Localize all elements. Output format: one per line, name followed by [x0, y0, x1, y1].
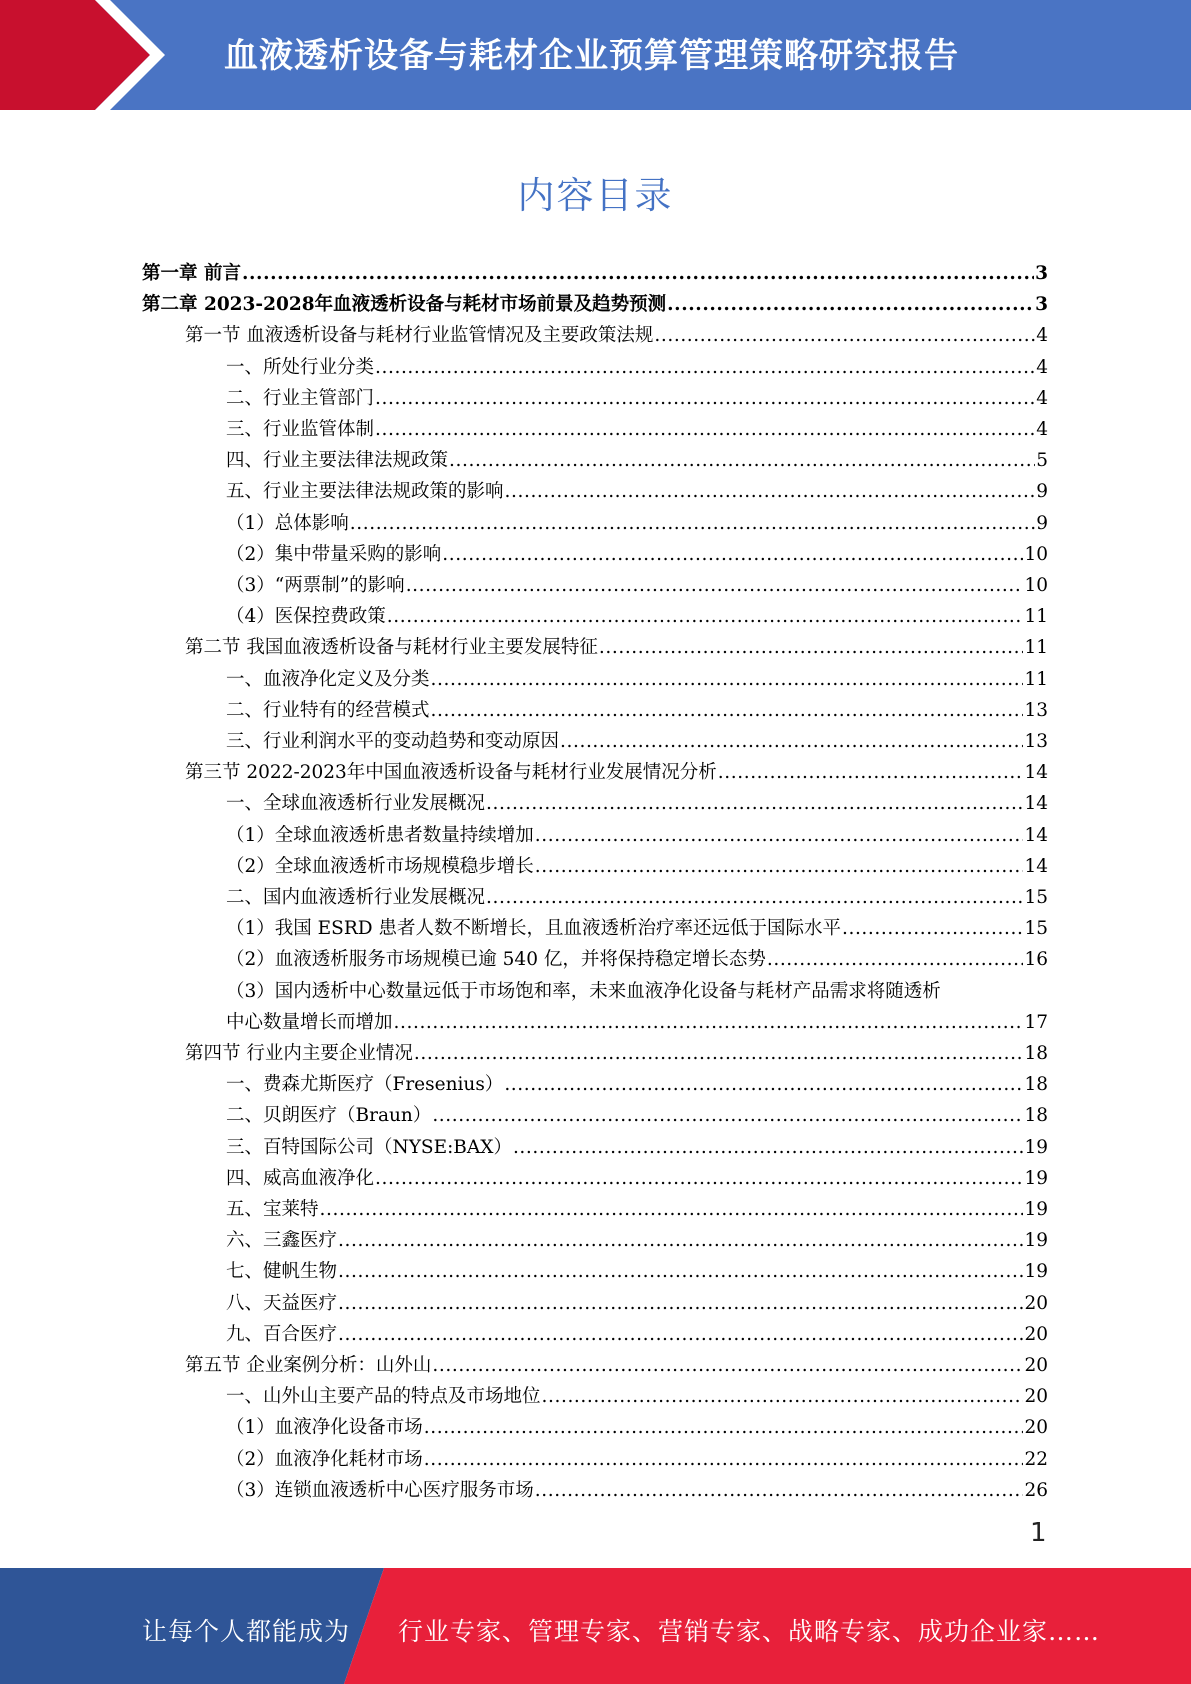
toc-entry-page: 14: [1024, 824, 1048, 846]
toc-entry[interactable]: [226, 784, 1048, 815]
toc-leader-dots: [535, 825, 1024, 847]
toc-entry-page: 11: [1024, 606, 1048, 628]
toc-entry[interactable]: [226, 566, 1048, 597]
toc-entry-page: 18: [1024, 1043, 1048, 1064]
toc-entry-label: 一、所处行业分类: [226, 356, 375, 378]
toc-leader-dots: [535, 856, 1024, 878]
toc-entry[interactable]: [226, 722, 1048, 753]
toc-leader-dots: [375, 357, 1035, 379]
toc-entry-page: 16: [1024, 949, 1048, 971]
toc-entry[interactable]: [226, 1440, 1048, 1471]
toc-leader-dots: [431, 700, 1024, 722]
toc-entry[interactable]: [226, 348, 1048, 379]
toc-leader-dots: [320, 1199, 1024, 1221]
toc-leader-dots: [449, 450, 1035, 472]
toc-entry-label: 五、宝莱特: [226, 1199, 319, 1220]
toc-entry-page: 10: [1024, 575, 1048, 596]
toc-entry-label: （3）连锁血液透析中心医疗服务市场: [226, 1479, 534, 1501]
toc-leader-dots: [542, 1386, 1024, 1408]
toc-entry-label: 第一节 血液透析设备与耗材行业监管情况及主要政策法规: [185, 325, 654, 347]
toc-leader-dots: [424, 1417, 1024, 1439]
toc-entry-page: 19: [1024, 1230, 1048, 1252]
toc-entry-page: 9: [1036, 481, 1048, 503]
toc-entry-page: 19: [1024, 1261, 1048, 1283]
toc-leader-dots: [350, 513, 1035, 535]
toc-entry-page: 20: [1024, 1292, 1048, 1314]
toc-entry-label: 二、贝朗医疗（Braun）: [226, 1105, 432, 1127]
toc-leader-dots: [414, 1043, 1024, 1065]
toc-entry-label: （3）国内透析中心数量远低于市场饱和率，未来血液净化设备与耗材产品需求将随透析: [226, 980, 941, 1002]
toc-entry-label: 一、血液净化定义及分类: [226, 668, 430, 690]
toc-entry[interactable]: [185, 753, 1048, 784]
toc-entry[interactable]: [226, 1471, 1048, 1502]
toc-entry-page: 4: [1036, 356, 1048, 378]
toc-leader-dots: [432, 1355, 1023, 1377]
toc-heading: 内容目录: [517, 174, 674, 217]
toc-entry-label: 中心数量增长而增加: [226, 1011, 393, 1033]
toc-entry[interactable]: [185, 628, 1048, 659]
toc-entry-label: （2）全球血液透析市场规模稳步增长: [226, 855, 534, 877]
toc-entry-label: 九、百合医疗: [226, 1323, 338, 1345]
toc-entry-page: 19: [1024, 1199, 1048, 1220]
toc-entry-page: 15: [1024, 918, 1048, 940]
toc-leader-dots: [513, 1137, 1024, 1159]
toc-entry-page: 19: [1024, 1167, 1048, 1189]
toc-entry[interactable]: [226, 1284, 1048, 1315]
toc-entry-page: 20: [1024, 1323, 1048, 1345]
toc-entry[interactable]: [226, 878, 1048, 909]
toc-entry-label: （1）我国 ESRD 患者人数不断增长，且血液透析治疗率还远低于国际水平: [226, 918, 841, 940]
toc-entry-label: 四、行业主要法律法规政策: [226, 450, 449, 472]
toc-entry[interactable]: [226, 940, 1048, 971]
toc-entry-page: 10: [1024, 543, 1048, 565]
toc-leader-dots: [486, 793, 1023, 815]
toc-entry[interactable]: [226, 597, 1048, 628]
toc-leader-dots: [338, 1261, 1023, 1283]
toc-entry-page: 20: [1024, 1355, 1048, 1376]
toc-entry[interactable]: [226, 691, 1048, 722]
toc-leader-dots: [599, 637, 1024, 659]
toc-entry-page: 4: [1036, 387, 1048, 409]
toc-entry-label: 第二章 2023-2028年血液透析设备与耗材市场前景及趋势预测: [142, 294, 667, 316]
toc-entry-page: 5: [1036, 450, 1048, 472]
toc-entry-label: （3）“两票制”的影响: [226, 575, 405, 596]
toc-entry-page: 14: [1024, 793, 1048, 815]
toc-entry[interactable]: [142, 285, 1048, 316]
toc-entry-label: 第二节 我国血液透析设备与耗材行业主要发展特征: [185, 637, 598, 659]
toc-entry[interactable]: [226, 1221, 1048, 1252]
toc-entry-page: 4: [1036, 325, 1048, 347]
toc-leader-dots: [387, 606, 1024, 628]
toc-entry-label: 二、行业主管部门: [226, 387, 375, 409]
toc-entry-page: 20: [1024, 1386, 1048, 1408]
toc-leader-dots: [406, 575, 1024, 597]
toc-leader-dots: [718, 762, 1024, 784]
toc-entry-label: 一、山外山主要产品的特点及市场地位: [226, 1386, 541, 1408]
toc-leader-dots: [424, 1449, 1024, 1471]
toc-leader-dots: [431, 669, 1024, 691]
toc-entry-label: 三、行业利润水平的变动趋势和变动原因: [226, 731, 560, 752]
toc-entry[interactable]: [185, 1034, 1048, 1065]
toc-entry-page: 20: [1024, 1417, 1048, 1439]
toc-entry[interactable]: [226, 847, 1048, 878]
toc-entry-page: 17: [1024, 1011, 1048, 1033]
toc-entry-page: 15: [1024, 887, 1048, 908]
toc-entry[interactable]: [226, 1159, 1048, 1190]
toc-leader-dots: [338, 1293, 1023, 1315]
toc-entry-label: 一、全球血液透析行业发展概况: [226, 793, 486, 815]
toc-entry-label: 五、行业主要法律法规政策的影响: [226, 481, 504, 503]
footer-slogan-left: 让每个人都能成为: [142, 1617, 351, 1646]
toc-entry[interactable]: [226, 1315, 1048, 1346]
toc-entry-continuation[interactable]: [226, 1003, 1048, 1034]
toc-entry-label: 四、威高血液净化: [226, 1167, 375, 1189]
toc-leader-dots: [767, 949, 1024, 971]
toc-entry[interactable]: [226, 660, 1048, 691]
toc-entry-page: 3: [1035, 294, 1048, 316]
toc-leader-dots: [504, 1074, 1023, 1096]
toc-leader-dots: [242, 263, 1034, 285]
toc-entry[interactable]: [226, 1252, 1048, 1283]
toc-leader-dots: [842, 918, 1023, 940]
page-header: [0, 0, 1191, 110]
toc-entry-label: 第一章 前言: [142, 263, 241, 284]
toc-leader-dots: [432, 1105, 1023, 1127]
toc-leader-dots: [375, 1168, 1023, 1190]
toc-entry-label: 六、三鑫医疗: [226, 1230, 338, 1252]
toc-entry-label: 二、国内血液透析行业发展概况: [226, 887, 486, 908]
report-title: 血液透析设备与耗材企业预算管理策略研究报告: [224, 36, 959, 76]
toc-leader-dots: [486, 887, 1023, 909]
toc-entry[interactable]: [226, 504, 1048, 535]
toc-entry[interactable]: [226, 909, 1048, 940]
toc-entry[interactable]: [185, 1346, 1048, 1377]
toc-entry-page: 11: [1024, 668, 1048, 690]
footer-slogan-right: 行业专家、管理专家、营销专家、战略专家、成功企业家……: [398, 1617, 1101, 1646]
toc-leader-dots: [394, 1012, 1024, 1034]
toc-entry-label: 第四节 行业内主要企业情况: [185, 1043, 413, 1064]
toc-entry-label: （4）医保控费政策: [226, 606, 386, 628]
toc-entry-label: 三、行业监管体制: [226, 419, 375, 440]
toc-entry-label: （1）总体影响: [226, 512, 349, 534]
page-number: 1: [1030, 1518, 1047, 1548]
toc-entry-page: 3: [1035, 263, 1048, 284]
toc-leader-dots: [442, 544, 1023, 566]
toc-leader-dots: [338, 1230, 1023, 1252]
toc-leader-dots: [505, 481, 1036, 503]
toc-entry-label: 二、行业特有的经营模式: [226, 699, 430, 721]
toc-entry[interactable]: [226, 1128, 1048, 1159]
toc-entry[interactable]: [185, 316, 1048, 347]
toc-entry-page: 4: [1036, 419, 1048, 440]
toc-entry-label: 八、天益医疗: [226, 1292, 338, 1314]
toc-leader-dots: [338, 1324, 1023, 1346]
toc-entry-page: 11: [1024, 637, 1048, 659]
toc-entry[interactable]: [226, 1190, 1048, 1221]
toc-entry-label: 第三节 2022-2023年中国血液透析设备与耗材行业发展情况分析: [185, 762, 717, 784]
toc-entry-label: （1）全球血液透析患者数量持续增加: [226, 824, 534, 846]
toc-entry-page: 14: [1024, 855, 1048, 877]
toc-entry[interactable]: [226, 379, 1048, 410]
toc-leader-dots: [535, 1480, 1024, 1502]
toc-entry-label: 三、百特国际公司（NYSE:BAX）: [226, 1136, 512, 1158]
toc-entry-page: 18: [1024, 1074, 1048, 1096]
toc-leader-dots: [375, 419, 1035, 441]
toc-entry[interactable]: [142, 254, 1048, 285]
toc-entry[interactable]: [226, 816, 1048, 847]
toc-entry[interactable]: [226, 1096, 1048, 1127]
toc-entry-page: 14: [1024, 762, 1048, 784]
toc-entry-page: 22: [1024, 1448, 1048, 1470]
toc-entry-page: 26: [1024, 1479, 1048, 1501]
toc-entry-label: （1）血液净化设备市场: [226, 1417, 423, 1439]
toc-leader-dots: [560, 731, 1023, 753]
toc-entry-page: 13: [1024, 699, 1048, 721]
toc-entry-page: 18: [1024, 1105, 1048, 1127]
toc-entry[interactable]: [226, 472, 1048, 503]
toc-entry-label: （2）血液透析服务市场规模已逾 540 亿，并将保持稳定增长态势: [226, 949, 766, 971]
toc-leader-dots: [654, 325, 1035, 347]
toc-entry-label: 七、健帆生物: [226, 1261, 338, 1283]
toc-entry-label: （2）血液净化耗材市场: [226, 1448, 423, 1470]
toc-entry-label: （2）集中带量采购的影响: [226, 543, 442, 565]
page-footer: [0, 1568, 1191, 1684]
toc-entry[interactable]: [226, 1408, 1048, 1439]
toc-entry-label: 第五节 企业案例分析：山外山: [185, 1355, 432, 1376]
toc-entry[interactable]: [226, 1065, 1048, 1096]
toc-entry[interactable]: [226, 441, 1048, 472]
toc-entry-label: 一、费森尤斯医疗（Fresenius）: [226, 1074, 504, 1096]
toc-entry-page: 13: [1024, 731, 1048, 752]
toc-entry[interactable]: [226, 535, 1048, 566]
toc-entry[interactable]: [226, 410, 1048, 441]
toc-entry[interactable]: [226, 1377, 1048, 1408]
toc-leader-dots: [375, 388, 1035, 410]
toc-entry-page: 19: [1024, 1136, 1048, 1158]
toc-leader-dots: [667, 294, 1034, 316]
toc-entry-page: 9: [1036, 512, 1048, 534]
